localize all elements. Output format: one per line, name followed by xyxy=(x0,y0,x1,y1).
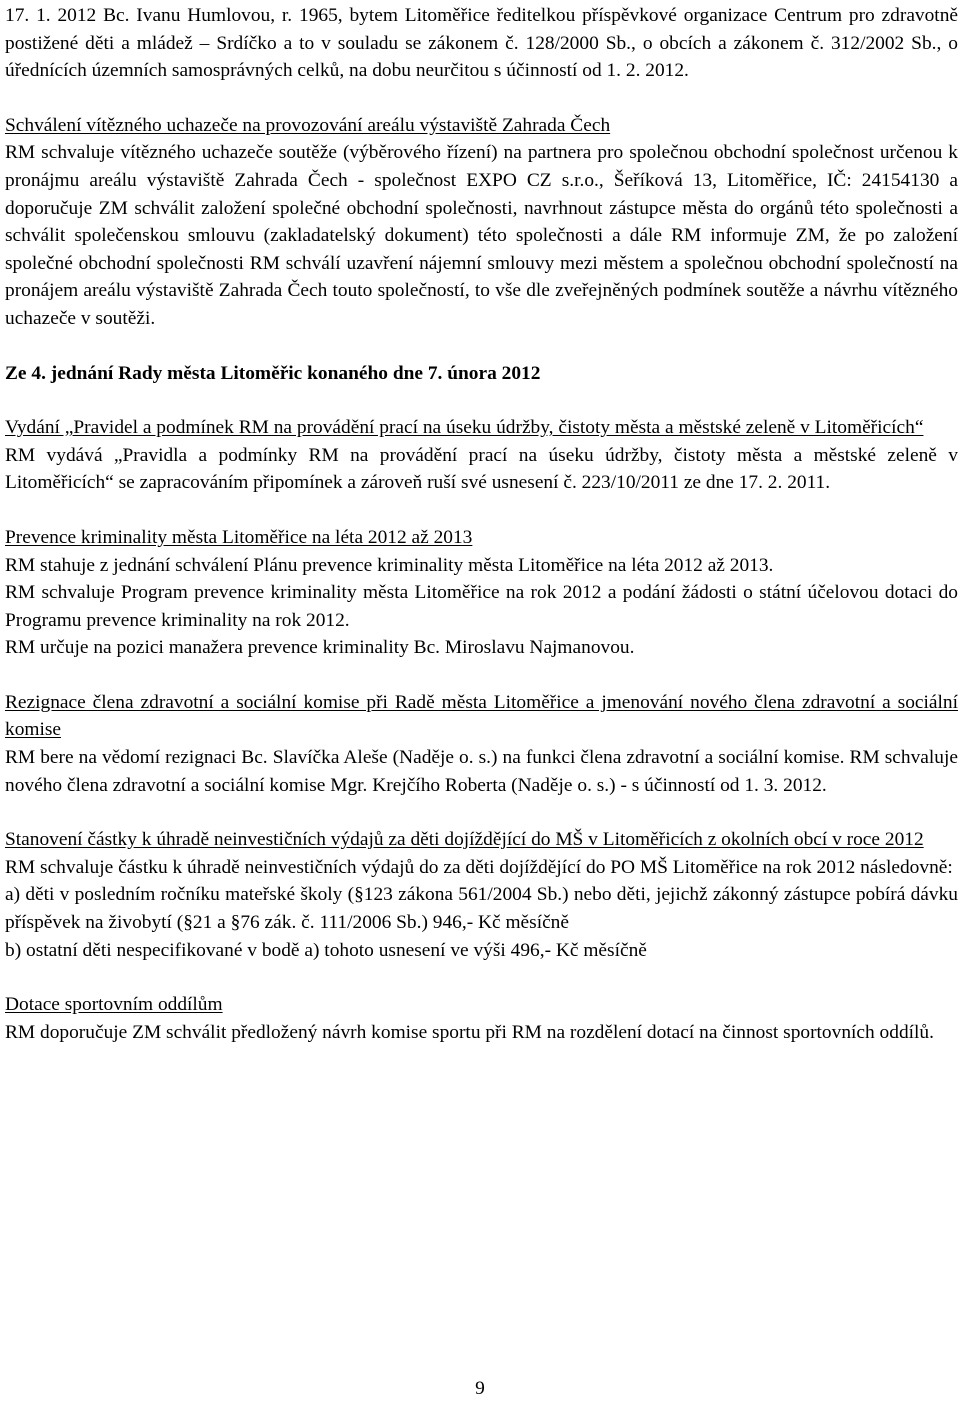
section-paragraph: RM určuje na pozici manažera prevence kriminality Bc. Miroslavu Najmanovou. xyxy=(5,637,635,659)
section-heading-pravidla: Vydání „Pravidel a podmínek RM na provádění prací na úseku údržby, čistoty města a městské zeleně v Litoměřicích“ xyxy=(5,417,924,439)
meeting-title: Ze 4. jednání Rady města Litoměřic konaného dne 7. února 2012 xyxy=(5,362,541,384)
section-paragraph: RM bere na vědomí rezignaci Bc. Slavíčka Aleše (Naděje o. s.) na funkci člena zdravotní a sociální komise. RM schvaluje nového člena zdravotní a sociální komise Mgr. Krejčího Roberta (Naděje o. s.) - s účinností od 1. 3. 2012. xyxy=(5,747,958,796)
spacer xyxy=(5,964,958,991)
section-heading-dotace: Dotace sportovním oddílům xyxy=(5,994,223,1016)
section-paragraph: RM vydává „Pravidla a podmínky RM na provádění prací na úseku údržby, čistoty města a městské zeleně v Litoměřicích“ se zapracováním připomínek a zároveň ruší své usnesení č. 223/10/2011 ze dne 17. 2. 2011. xyxy=(5,444,958,494)
section-paragraph: RM schvaluje vítězného uchazeče soutěže (výběrového řízení) na partnera pro společnou obchodní společnost určenou k pronájmu areálu výstaviště Zahrada Čech - společnost EXPO CZ s.r.o., Šeříková 13, Litoměřice, IČ: 24154130 a doporučuje ZM schválit založení společné obchodní společnosti, navrhnout zástupce města do orgánů této společnosti a schválit společenskou smlouvu (zakladatelský dokument) této společnosti a dále RM informuje ZM, že po založení společné obchodní společnosti RM schválí uzavření nájemní smlouvy mezi městem a společnou obchodní společností na pronájem areálu výstaviště Zahrada Čech touto společností, to vše dle zveřejněných podmínek soutěže a návrhu vítězného uchazeče v soutěži. xyxy=(5,142,958,329)
spacer xyxy=(5,85,958,112)
spacer xyxy=(5,387,958,414)
spacer xyxy=(5,497,958,524)
section-paragraph: RM schvaluje Program prevence kriminality města Litoměřice na rok 2012 a podání žádosti o státní účelovou dotaci do Programu prevence kriminality na rok 2012. xyxy=(5,582,958,631)
document-page xyxy=(5,0,958,1046)
section-heading-expo: Schválení vítězného uchazeče na provozování areálu výstaviště Zahrada Čech xyxy=(5,114,611,136)
spacer xyxy=(5,333,958,360)
section-heading-castka: Stanovení částky k úhradě neinvestičních výdajů za děti dojíždějící do MŠ v Litoměřicích z okolních obcí v roce 2012 xyxy=(5,829,924,851)
section-paragraph: RM schvaluje částku k úhradě neinvestičních výdajů do za děti dojíždějící do PO MŠ Litoměřice na rok 2012 následovně: xyxy=(5,856,953,878)
spacer xyxy=(5,799,958,826)
section-heading-prevence: Prevence kriminality města Litoměřice na léta 2012 až 2013 xyxy=(5,526,473,548)
section-heading-rezignace: Rezignace člena zdravotní a sociální komise při Radě města Litoměřice a jmenování nového člena zdravotní a sociální komise xyxy=(5,691,958,741)
section-paragraph: RM stahuje z jednání schválení Plánu prevence kriminality města Litoměřice na léta 2012 až 2013. xyxy=(5,554,774,576)
section-paragraph: RM doporučuje ZM schválit předložený návrh komise sportu při RM na rozdělení dotací na činnost sportovních oddílů. xyxy=(5,1021,934,1043)
section-paragraph: a) děti v posledním ročníku mateřské školy (§123 zákona 561/2004 Sb.) nebo děti, jejichž zákonný zástupce pobírá dávku příspěvek na živobytí (§21 a §76 zák. č. 111/2006 Sb.) 946,- Kč měsíčně xyxy=(5,884,958,934)
spacer xyxy=(5,662,958,689)
section-paragraph: b) ostatní děti nespecifikované v bodě a) tohoto usnesení ve výši 496,- Kč měsíčně xyxy=(5,939,647,961)
intro-paragraph: 17. 1. 2012 Bc. Ivanu Humlovou, r. 1965, bytem Litoměřice ředitelkou příspěvkové organizace Centrum pro zdravotně postižené děti a mládež – Srdíčko a to v souladu se zákonem č. 128/2000 Sb., o obcích a zákonem č. 312/2002 Sb., o úřednících územních samosprávných celků, na dobu neurčitou s účinností od 1. 2. 2012. xyxy=(5,5,958,82)
page-number: 9 xyxy=(475,1378,485,1399)
